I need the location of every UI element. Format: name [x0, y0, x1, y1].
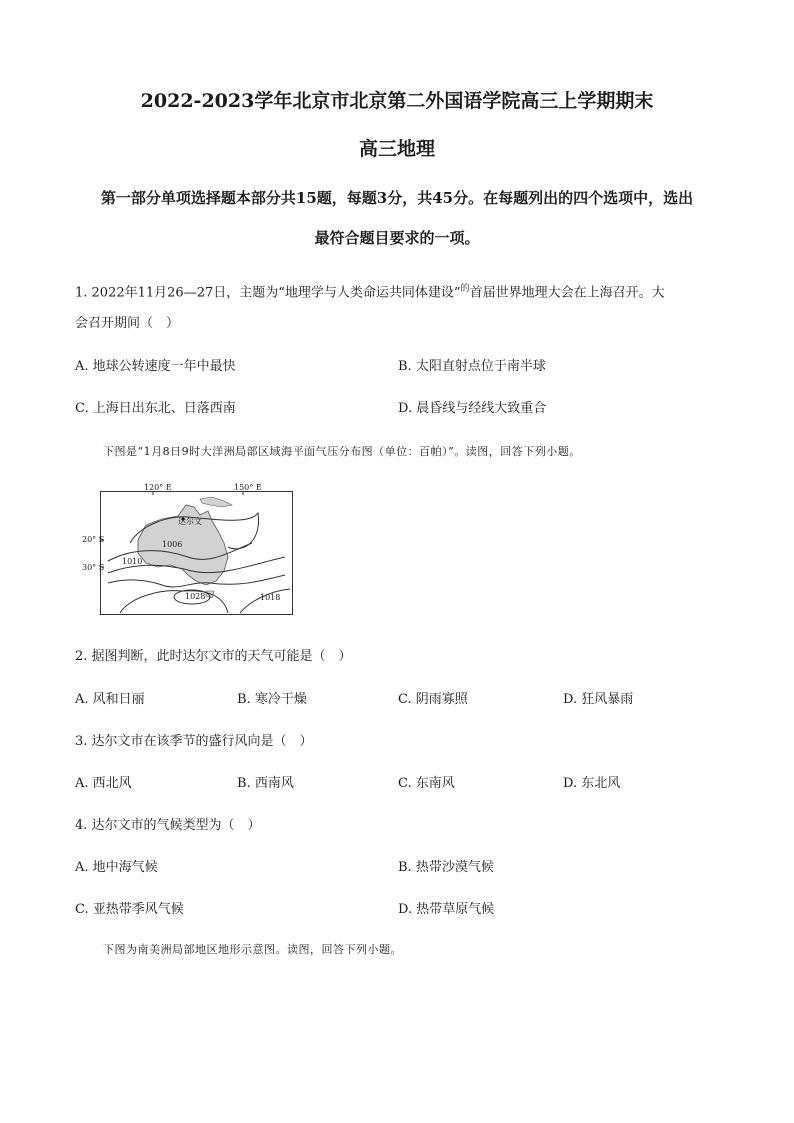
- q2-option-c[interactable]: C. 阴雨寡照: [398, 692, 468, 707]
- q1-option-c[interactable]: C. 上海日出东北、日落西南: [75, 401, 236, 416]
- map-isobar-1028: 1028: [185, 592, 206, 601]
- q3-option-c[interactable]: C. 东南风: [398, 776, 455, 791]
- map-lon-120: 120° E: [144, 483, 172, 492]
- q3-option-d[interactable]: D. 东北风: [563, 776, 621, 791]
- section-instruction-line2: 最符合题目要求的一项。: [314, 229, 480, 247]
- q4-option-d[interactable]: D. 热带草原气候: [398, 902, 495, 917]
- question-4-text: 4. 达尔文市的气候类型为（ ）: [75, 818, 261, 833]
- map-city-darwin: 达尔文: [178, 517, 202, 526]
- map2-intro-note: 下图为南美洲局部地区地形示意图。读图，回答下列小题。: [103, 943, 402, 956]
- pressure-map: [82, 483, 293, 615]
- map-isobar-1006: 1006: [162, 540, 183, 549]
- question-1-text-part1: 1. 2022年11月26—27日，主题为“地理学与人类命运共同体建设”: [75, 285, 461, 301]
- q1-option-d[interactable]: D. 晨昏线与经线大致重合: [398, 401, 547, 416]
- question-3-text: 3. 达尔文市在该季节的盛行风向是（ ）: [75, 734, 313, 749]
- map-lat-20: 20° S: [82, 535, 105, 544]
- q4-option-c[interactable]: C. 亚热带季风气候: [75, 902, 184, 917]
- q3-option-b[interactable]: B. 西南风: [237, 776, 294, 791]
- q2-option-b[interactable]: B. 寒冷干燥: [237, 692, 307, 707]
- page-subtitle: 高三地理: [358, 138, 435, 160]
- q4-option-a[interactable]: A. 地中海气候: [75, 860, 158, 875]
- question-1-text-part2: 首届世界地理大会在上海召开。大: [469, 285, 665, 301]
- section-instruction-line1: 第一部分单项选择题本部分共15题，每题3分，共45分。在每题列出的四个选项中，选出: [100, 189, 694, 207]
- question-1-text-cont: 会召开期间（ ）: [75, 316, 180, 331]
- q4-option-b[interactable]: B. 热带沙漠气候: [398, 860, 494, 875]
- question-1-text: [75, 281, 665, 300]
- map-lon-150: 150° E: [234, 483, 262, 492]
- q1-option-a[interactable]: A. 地球公转速度一年中最快: [75, 359, 236, 374]
- map-isobar-1010: 1010: [122, 557, 143, 566]
- q2-option-d[interactable]: D. 狂风暴雨: [563, 692, 634, 707]
- q3-option-a[interactable]: A. 西北风: [75, 776, 132, 791]
- question-2-text: 2. 据图判断，此时达尔文市的天气可能是（ ）: [75, 649, 352, 664]
- map-isobar-1018: 1018: [260, 593, 281, 602]
- page-title: 2022-2023学年北京市北京第二外国语学院高三上学期期末: [140, 90, 654, 112]
- map-lat-30: 30° S: [82, 563, 105, 572]
- map-intro-note: 下图是“1月8日9时大洋洲局部区域海平面气压分布图（单位：百帕）”。读图，回答下列小题。: [103, 445, 581, 458]
- question-1-superscript: 的: [460, 284, 470, 294]
- q1-option-b[interactable]: B. 太阳直射点位于南半球: [398, 359, 546, 374]
- q2-option-a[interactable]: A. 风和日丽: [75, 692, 145, 707]
